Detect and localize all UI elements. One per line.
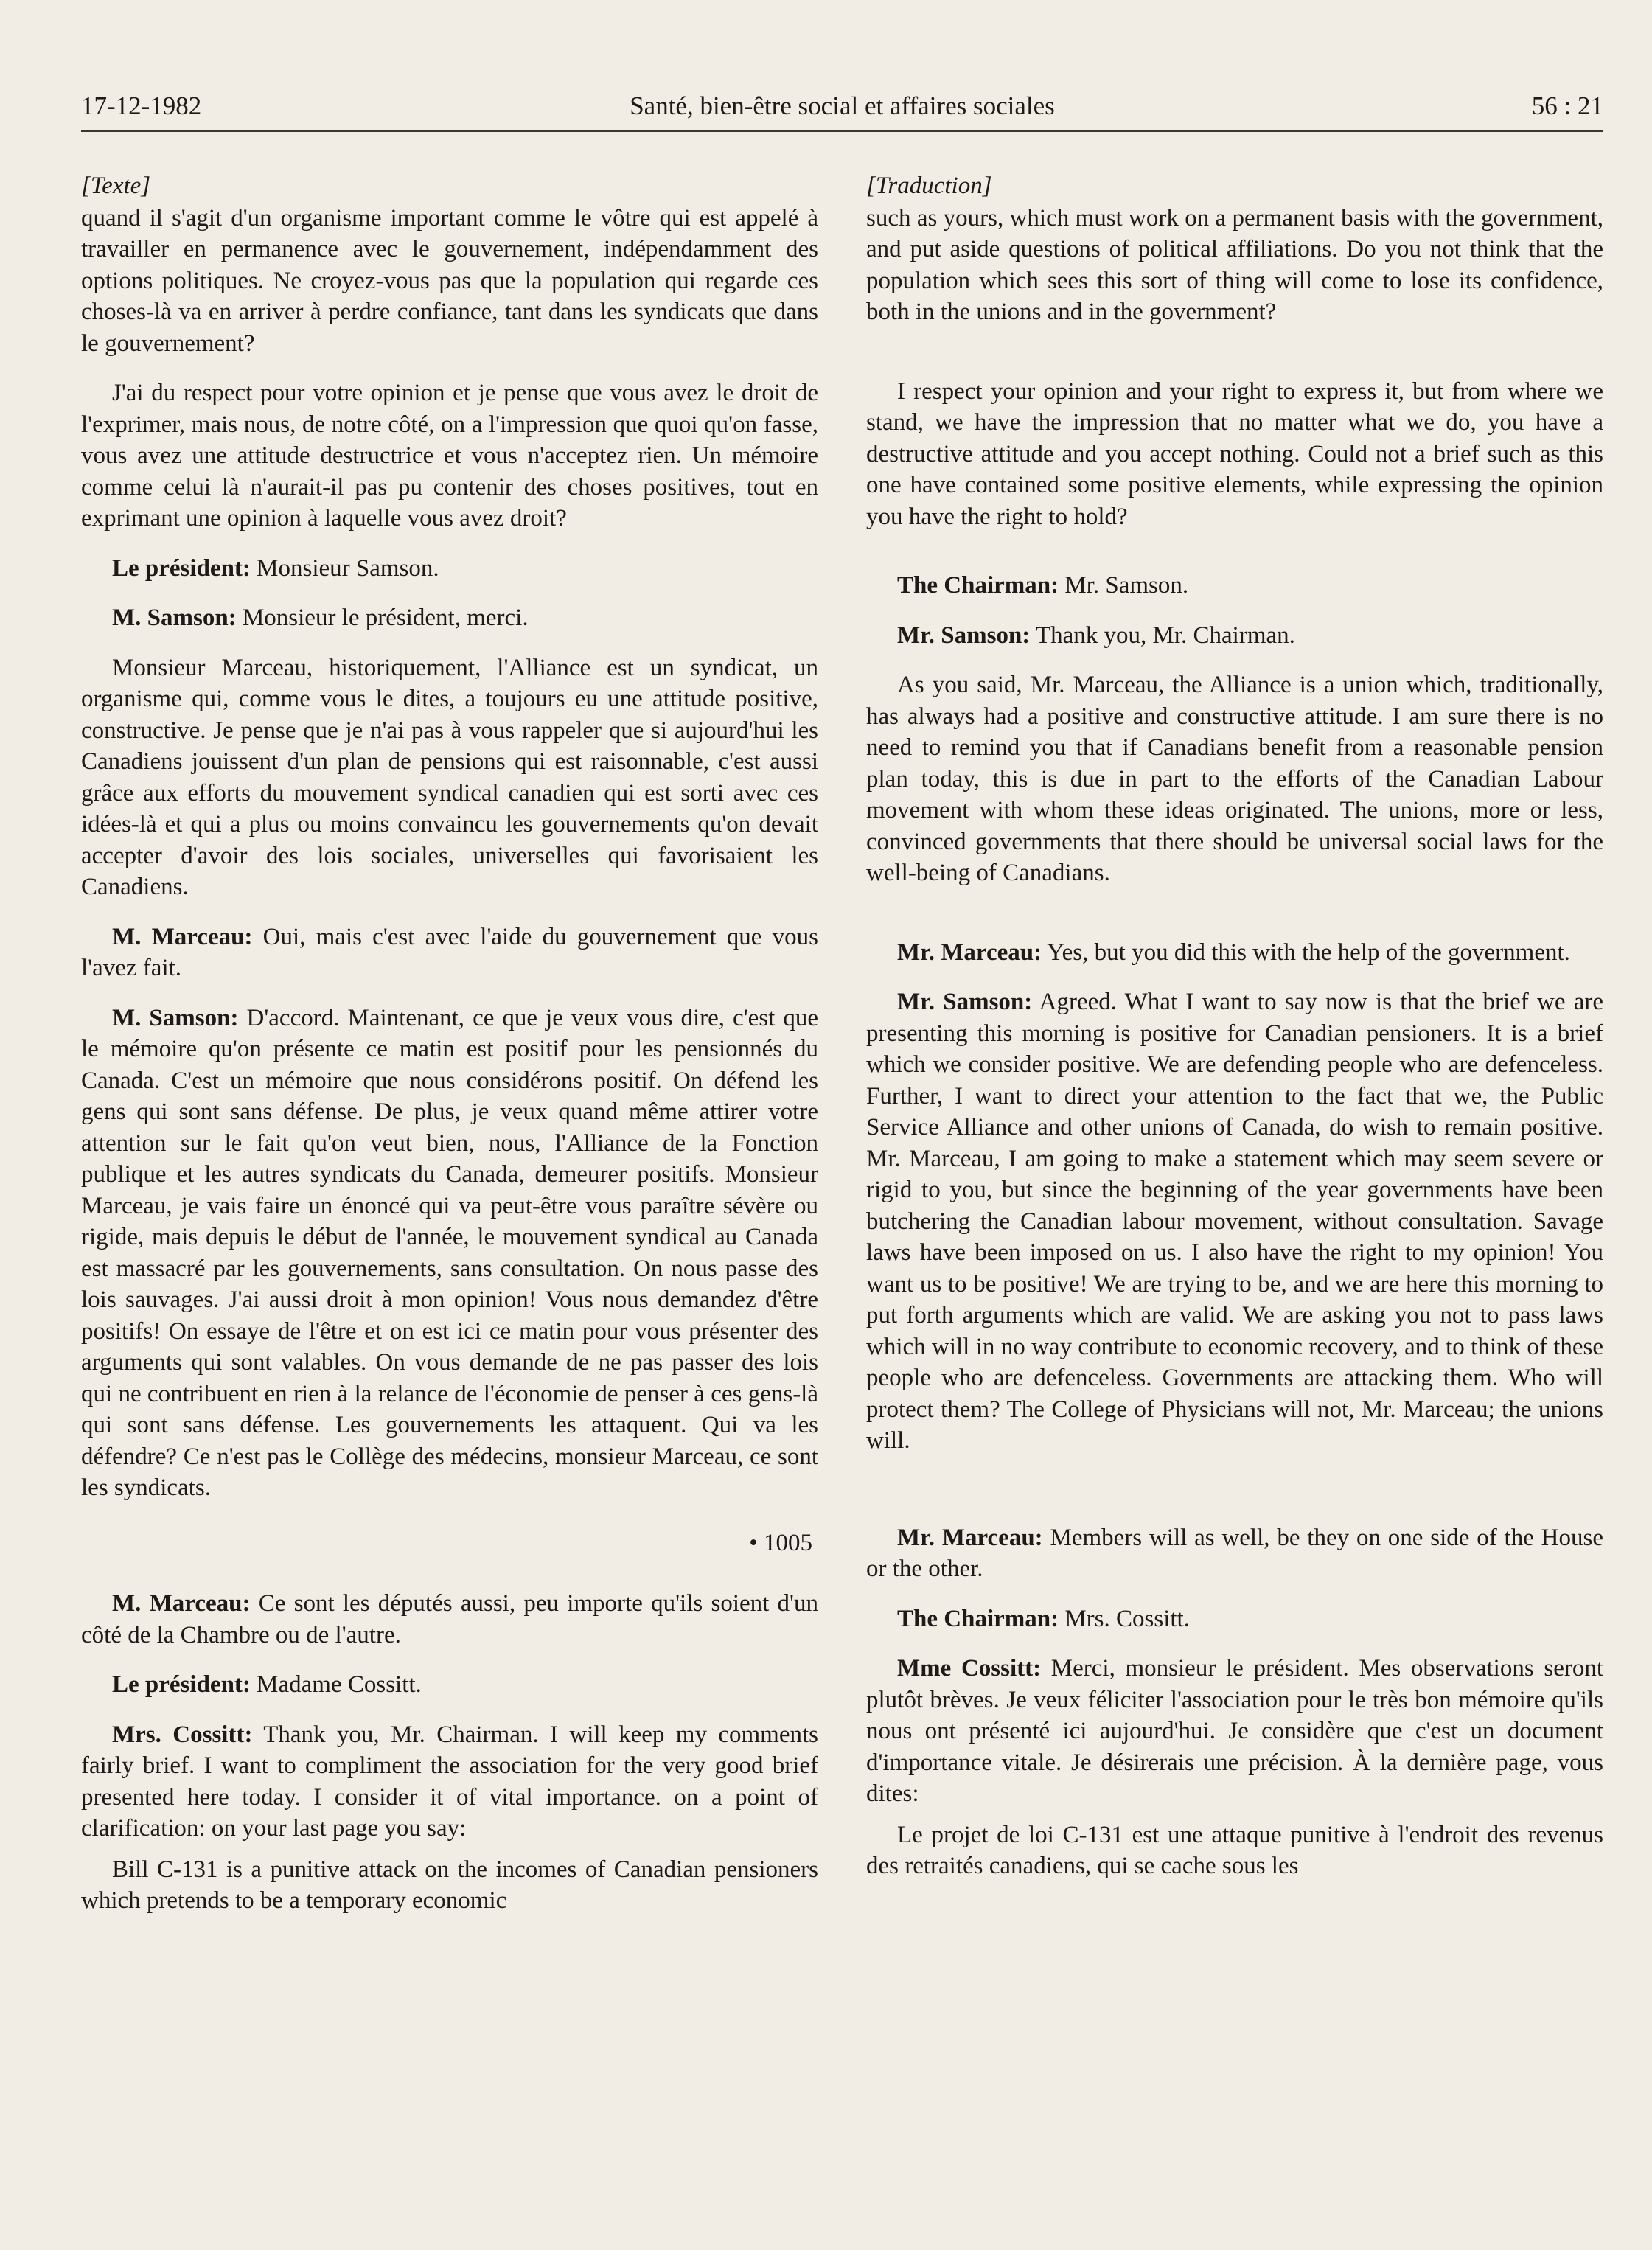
left-speech [81,602,818,634]
speaker-name: Le président: [112,554,251,582]
speaker-name: Mr. Samson: [897,989,1033,1015]
right-speech [866,937,1603,969]
right-paragraph: I respect your opinion and your right to express it, but from where we stand, we have the impression that no matter what we do, you have a destructive attitude and you accept nothing. Could not a brief such as this one have contained some positive elements, while expressing the opinion you have the right to hold? [866,377,1603,530]
speaker-name: Mme Cossitt: [897,1655,1042,1682]
speech-text: Thank you, Mr. Chairman. [1030,621,1295,649]
running-header [81,87,1603,132]
left-paragraph: J'ai du respect pour votre opinion et je pense que vous avez le droit de l'exprimer, mais nous, de notre côté, on a l'impression que quoi qu'on fasse, vous avez une attitude destructrice et vous n'acceptez rien. Un mémoire comme celui là n'aurait-il pas pu contenir des choses positives, tout en exprimant une opinion à laquelle vous avez droit? [81,380,818,532]
header-title: Santé, bien-être social et affaires sociales [630,91,1055,120]
left-quotation: Bill C-131 is a punitive attack on the incomes of Canadian pensioners which pretends to be a temporary economic [81,1856,818,1914]
right-quotation: Le projet de loi C-131 est une attaque punitive à l'endroit des revenus des retraités canadiens, qui se cache sous les [866,1821,1603,1879]
left-speech [81,553,818,585]
speech-text: Thank you, Mr. Chairman. I will keep my comments fairly brief. I want to compliment the association for the very good brief presented here today. I consider it of vital importance. on a point of clarification: on your last page you say: [81,1721,818,1842]
right-speech [866,620,1603,652]
speech-text: Merci, monsieur le président. Mes observations seront plutôt brèves. Je veux féliciter l'association pour le très bon mémoire qu'ils nous ont présenté ici aujourd'hui. Je considère que c'est un document d'importance vitale. Je désirerais une précision. À la dernière page, vous dites: [866,1655,1603,1807]
left-column-heading: [Texte] [81,173,151,199]
speech-text: Yes, but you did this with the help of the government. [1042,938,1570,966]
right-column-text [866,170,1603,1935]
right-speech [866,1522,1603,1585]
right-speech [866,1603,1603,1635]
left-speech [81,1588,818,1651]
right-paragraph: such as yours, which must work on a permanent basis with the government, and put aside questions of political affiliations. Do you not think that the population which sees this sort of thing will come to lose its confidence, both in the unions and in the government? [866,204,1603,325]
left-column-text [81,170,818,1935]
right-speech [866,1653,1603,1810]
time-marker: • 1005 [749,1529,812,1556]
speaker-name: Mr. Marceau: [897,938,1042,966]
left-speech [81,1003,818,1504]
speaker-name: M. Samson: [112,1004,239,1031]
header-date: 17-12-1982 [81,91,202,120]
speech-text: Ce sont les députés aussi, peu importe qu'ils soient d'un côté de la Chambre ou de l'autre. [81,1590,818,1648]
right-speech [866,986,1603,1457]
left-speech [81,922,818,984]
speaker-name: Le président: [112,1671,251,1698]
speaker-name: M. Marceau: [112,923,253,950]
header-page-number: 56 : 21 [1531,91,1603,120]
speech-text: Madame Cossitt. [250,1671,422,1698]
speech-text: Oui, mais c'est avec l'aide du gouvernement que vous l'avez fait. [81,923,818,981]
speech-text: D'accord. Maintenant, ce que je veux vous dire, c'est que le mémoire qu'on présente ce matin est positif pour les pensionnés du Canada. C'est un mémoire que nous considérons positif. On défend les gens qui sont sans défense. De plus, je veux quand même attirer votre attention sur le fait qu'on veut bien, nous, l'Alliance de la Fonction publique et les autres syndicats du Canada, demeurer positifs. Monsieur Marceau, je vais faire un énoncé qui va peut-être vous paraître sévère ou rigide, mais depuis le début de l'année, le mouvement syndical au Canada est massacré par les gouvernements, sans consultation. On nous passe des lois sauvages. J'ai aussi droit à mon opinion! Vous nous demandez d'être positifs! On essaye de l'être et on est ici ce matin pour vous présenter des arguments qui sont valables. On vous demande de ne pas passer des lois qui ne contribuent en rien à la relance de l'économie de penser à ces gens-là qui sont sans défense. Les gouvernements les attaquent. Qui va les défendre? Ce n'est pas le Collège des médecins, monsieur Marceau, ce sont les syndicats. [81,1004,818,1501]
speech-text: Monsieur le président, merci. [236,605,529,631]
two-column-body [81,170,1603,1935]
speaker-name: Mr. Marceau: [897,1524,1043,1551]
left-speech [81,1669,818,1701]
speech-text: Monsieur Samson. [250,554,439,582]
right-speech [866,570,1603,602]
speaker-name: Mr. Samson: [897,621,1031,649]
left-speech [81,1719,818,1845]
speaker-name: M. Samson: [112,605,237,631]
right-paragraph: As you said, Mr. Marceau, the Alliance is a union which, traditionally, has always had a positive and constructive attitude. I am sure there is no need to remind you that if Canadians benefit from a reasonable pension plan today, this is due in part to the efforts of the Canadian Labour movement with whom these ideas originated. The unions, more or less, convinced governments that there should be universal social laws for the well-being of Canadians. [866,672,1603,886]
document-page [81,87,1603,2210]
speech-text: Members will as well, be they on one side of the House or the other. [866,1524,1604,1582]
speaker-name: M. Marceau: [112,1590,251,1617]
speaker-name: The Chairman: [897,1605,1059,1632]
left-paragraph: quand il s'agit d'un organisme important comme le vôtre qui est appelé à travailler en permanence avec le gouvernement, indépendamment des options politiques. Ne croyez-vous pas que la population qui regarde ces choses-là va en arriver à perdre confiance, tant dans les syndicats que dans le gouvernement? [81,204,818,357]
left-paragraph: Monsieur Marceau, historiquement, l'Alliance est un syndicat, un organisme qui, comme vous le dites, a toujours eu une attitude positive, constructive. Je pense que je n'ai pas à vous rappeler que si aujourd'hui les Canadiens jouissent d'un plan de pensions qui est raisonnable, c'est aussi grâce aux efforts du mouvement syndical canadien qui est sorti avec ces idées-là et qui a plus ou moins convaincu les gouvernements qu'on devait accepter d'avoir des lois sociales, universelles qui favorisaient les Canadiens. [81,654,818,900]
right-column-heading: [Traduction] [866,173,992,199]
speaker-name: Mrs. Cossitt: [112,1721,253,1748]
speech-text: Mrs. Cossitt. [1059,1605,1190,1632]
speech-text: Agreed. What I want to say now is that the brief we are presenting this morning is positive for Canadian pensioners. It is a brief which we consider positive. We are defending people who are defenceless. Further, I want to direct your attention to the fact that we, the Public Service Alliance and other unions of Canada, do wish to remain positive. Mr. Marceau, I am going to make a statement which may seem severe or rigid to you, but since the beginning of the year governments have been butchering the Canadian labour movement, without consultation. Savage laws have been imposed on us. I also have the right to my opinion! You want us to be positive! We are trying to be, and we are here this morning to put forth arguments which are valid. We are asking you not to pass laws which will in no way contribute to economic recovery, and to think of these people who are defenceless. Governments are attacking them. Who will protect them? The College of Physicians will not, Mr. Marceau; the unions will. [866,989,1603,1454]
speech-text: Mr. Samson. [1059,572,1189,599]
speaker-name: The Chairman: [897,572,1059,599]
